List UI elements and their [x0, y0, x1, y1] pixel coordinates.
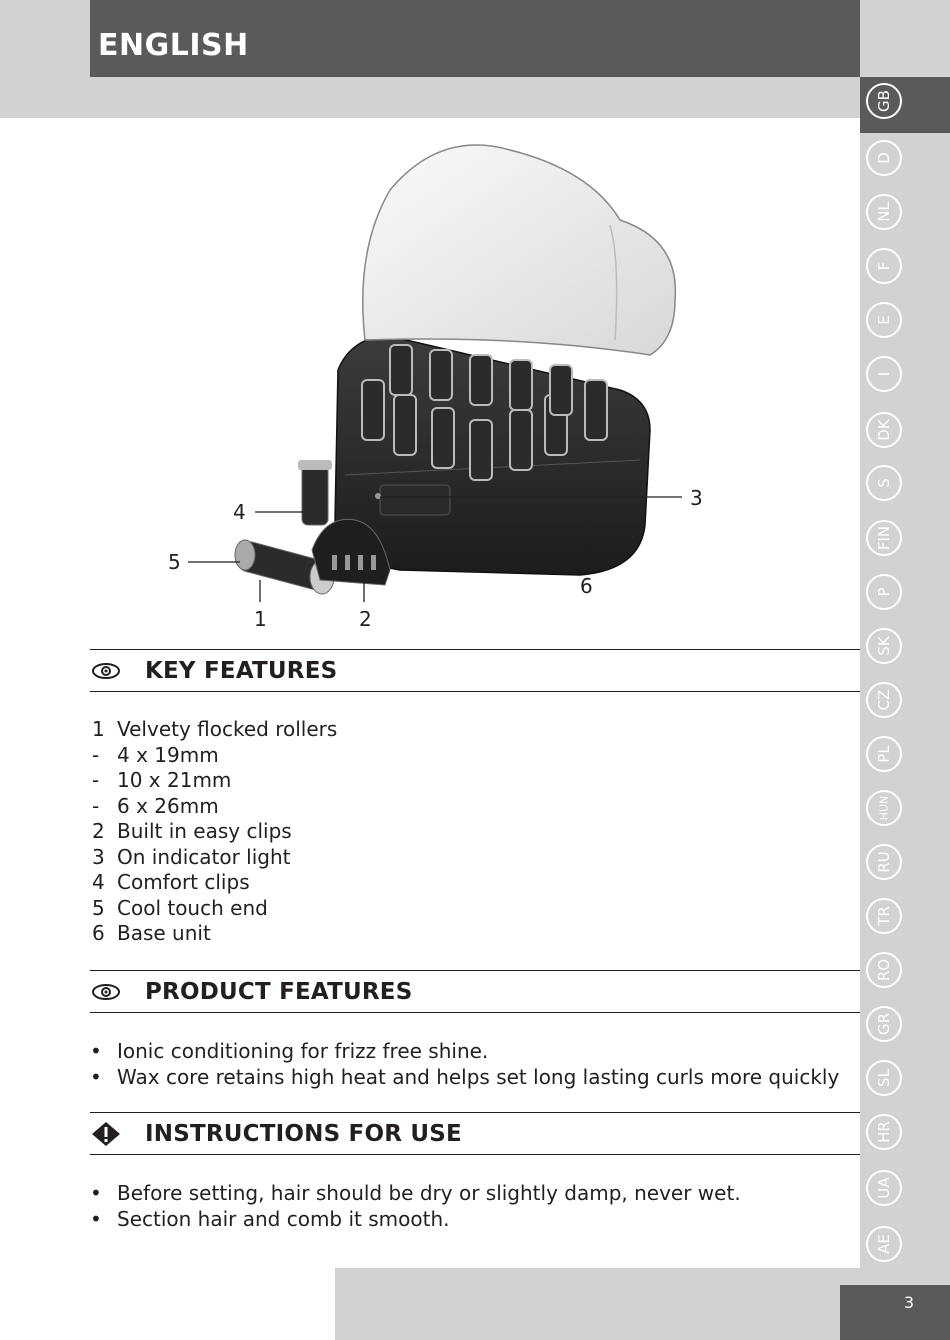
callout-1: 1: [254, 607, 267, 631]
language-tab-fin[interactable]: FIN: [866, 520, 902, 556]
language-tab-e[interactable]: E: [866, 302, 902, 338]
transparent-lid: [363, 145, 676, 355]
language-tab-nl[interactable]: NL: [866, 194, 902, 230]
language-tab-ru[interactable]: RU: [866, 844, 902, 880]
warning-icon: [90, 1121, 122, 1147]
instructions-title: INSTRUCTIONS FOR USE: [145, 1121, 462, 1147]
instructions-header: [90, 1112, 860, 1155]
language-tab-ae[interactable]: AE: [866, 1226, 902, 1262]
loose-roller-4: [298, 460, 332, 525]
language-tab-pl[interactable]: PL: [866, 736, 902, 772]
callout-4: 4: [233, 500, 246, 524]
callout-6: 6: [580, 574, 593, 598]
callout-5: 5: [168, 550, 181, 574]
eye-icon: [90, 979, 122, 1005]
language-strip: [860, 0, 950, 1285]
key-features-title: KEY FEATURES: [145, 658, 338, 684]
language-tab-hun[interactable]: HUN: [866, 790, 902, 826]
language-tab-s[interactable]: S: [866, 465, 902, 501]
indicator-light: [375, 493, 381, 499]
product-features-header: [90, 970, 860, 1013]
language-tab-tr[interactable]: TR: [866, 898, 902, 934]
language-tab-cz[interactable]: CZ: [866, 682, 902, 718]
language-tab-f[interactable]: F: [866, 248, 902, 284]
language-tab-gb[interactable]: GB: [866, 83, 902, 119]
language-tab-dk[interactable]: DK: [866, 412, 902, 448]
footer-band: [335, 1268, 860, 1340]
product-illustration: [140, 130, 780, 640]
language-tab-d[interactable]: D: [866, 140, 902, 176]
language-tab-gr[interactable]: GR: [866, 1006, 902, 1042]
page-title: ENGLISH: [98, 28, 249, 63]
language-tab-sk[interactable]: SK: [866, 628, 902, 664]
eye-icon: [90, 658, 122, 684]
language-tab-i[interactable]: I: [866, 356, 902, 392]
key-features-header: [90, 649, 860, 692]
product-features-title: PRODUCT FEATURES: [145, 979, 413, 1005]
page-number-box: [840, 1285, 950, 1340]
callout-2: 2: [359, 607, 372, 631]
language-tab-p[interactable]: P: [866, 574, 902, 610]
callout-3: 3: [690, 486, 703, 510]
page-number: 3: [903, 1293, 914, 1312]
language-tab-ua[interactable]: UA: [866, 1170, 902, 1206]
language-tab-ro[interactable]: RO: [866, 952, 902, 988]
language-tab-sl[interactable]: SL: [866, 1060, 902, 1096]
language-tab-hr[interactable]: HR: [866, 1114, 902, 1150]
header-bar: [90, 0, 860, 77]
